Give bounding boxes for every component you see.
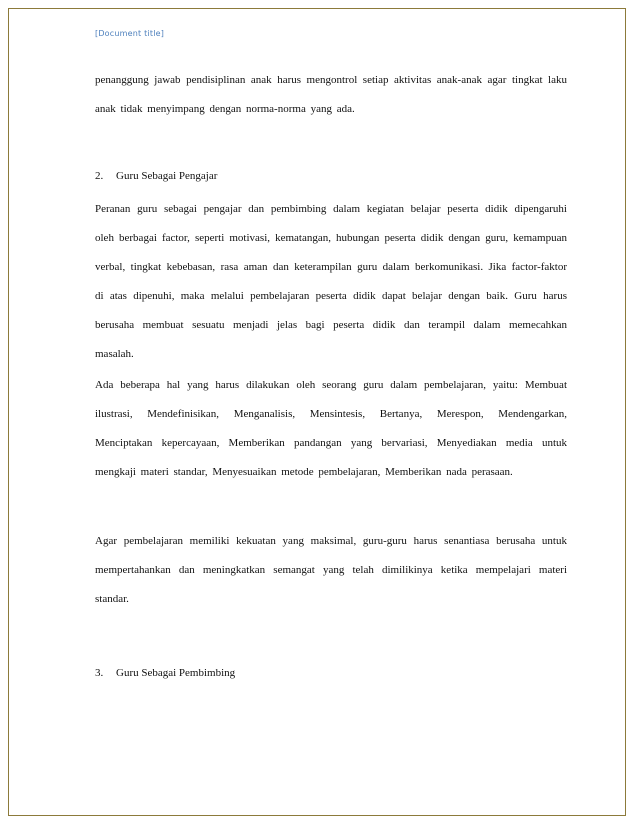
section2-paragraph-3: Agar pembelajaran memiliki kekuatan yang maksimal, guru-guru harus senantiasa berusaha untuk mempertahankan dan meningkatkan semangat yang telah dimilikinya ketika mempelajari materi standar. bbox=[95, 535, 567, 605]
section-heading-3 bbox=[95, 665, 567, 681]
section2-paragraph-1: Peranan guru sebagai pengajar dan pembimbing dalam kegiatan belajar peserta didik dipengaruhi oleh berbagai factor, seperti motivasi, kematangan, hubungan peserta didik dengan guru, kemampuan verbal, tingkat kebebasan, rasa aman dan keterampilan guru dalam berkomunikasi. Jika factor-faktor di atas dipenuhi, maka melalui pembelajaran peserta didik dapat belajar dengan baik. Guru harus berusaha membuat sesuatu menjadi jelas bagi peserta didik dan terampil dalam memecahkan masalah. bbox=[95, 203, 567, 360]
section-heading-2 bbox=[95, 168, 567, 184]
section-heading-text: Guru Sebagai Pengajar bbox=[116, 170, 218, 182]
document-body bbox=[95, 66, 567, 681]
section-number: 2. bbox=[95, 170, 104, 182]
section2-paragraph-2: Ada beberapa hal yang harus dilakukan oleh seorang guru dalam pembelajaran, yaitu: Membuat ilustrasi, Mendefinisikan, Menganalisis, Mensintesis, Bertanya, Merespon, Mendengarkan, Menciptakan kepercayaan, Memberikan pandangan yang bervariasi, Menyediakan media untuk mengkaji materi standar, Menyesuaikan metode pembelajaran, Memberikan nada perasaan. bbox=[95, 379, 567, 478]
section-number: 3. bbox=[95, 667, 104, 679]
document-header-title: [Document title] bbox=[95, 29, 165, 38]
section-heading-text: Guru Sebagai Pembimbing bbox=[116, 667, 236, 679]
intro-paragraph: penanggung jawab pendisiplinan anak harus mengontrol setiap aktivitas anak-anak agar tingkat laku anak tidak menyimpang dengan norma-norma yang ada. bbox=[95, 74, 567, 115]
